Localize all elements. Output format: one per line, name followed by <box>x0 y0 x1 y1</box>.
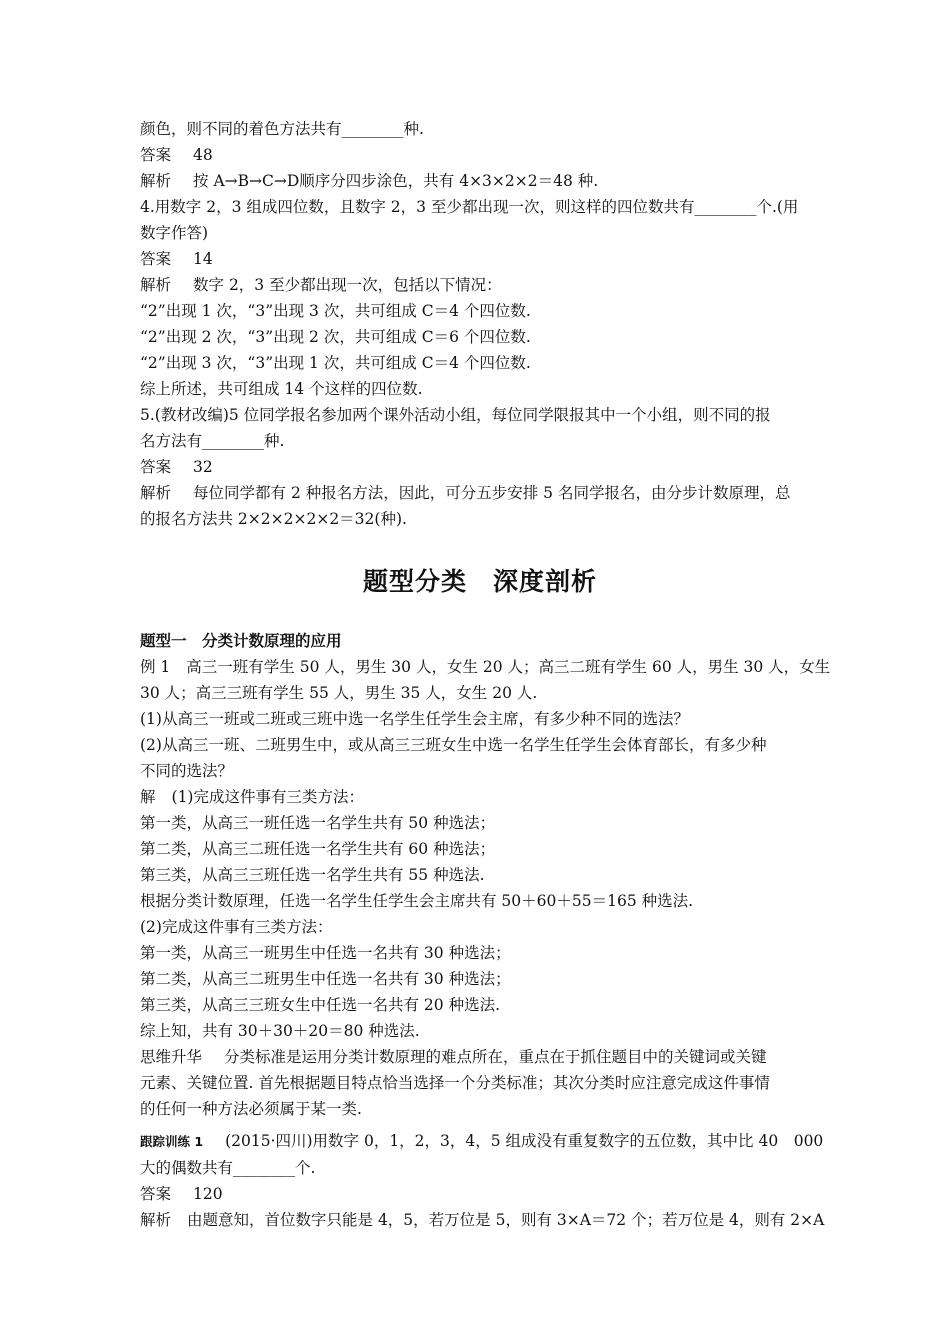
explanation-line-2: 的报名方法共 2×2×2×2×2＝32(种). <box>140 510 407 528</box>
question-5-line-2: 名方法有________种. <box>140 432 285 450</box>
explanation-label: 解析 <box>140 276 172 294</box>
answer-line <box>140 454 820 480</box>
question-5-line-1: 5.(教材改编)5 位同学报名参加两个课外活动小组，每位同学限报其中一个小组，则不同的报 <box>140 406 771 424</box>
explanation-label: 解析 <box>140 172 172 190</box>
explanation-label: 解析 <box>140 484 172 502</box>
answer-value: 14 <box>193 250 213 268</box>
case-line: “2”出现 3 次，“3”出现 1 次，共可组成 C＝4 个四位数. <box>140 354 531 372</box>
solution-label: 解 <box>140 788 156 806</box>
section-title-a: 题型分类 <box>362 567 467 596</box>
subquestion-2-line-1: (2)从高三一班、二班男生中，或从高三三班女生中选一名学生任学生会体育部长，有多少种 <box>140 736 767 754</box>
answer-label: 答案 <box>140 250 172 268</box>
solution-step: 第一类，从高三一班男生中任选一名共有 30 种选法； <box>140 944 511 962</box>
summary-line: 综上所述，共可组成 14 个这样的四位数. <box>140 380 423 398</box>
tracking-text: (2015·四川)用数字 0，1，2，3，4，5 组成没有重复数字的五位数，其中比 40 000 <box>225 1132 824 1150</box>
subquestion-1: (1)从高三一班或二班或三班中选一名学生任学生会主席，有多少种不同的选法？ <box>140 710 689 728</box>
thinking-line-1 <box>140 1044 820 1070</box>
example-label: 例 1 <box>140 658 171 676</box>
solution-step: 第三类，从高三三班女生中任选一名共有 20 种选法. <box>140 996 501 1014</box>
subquestion-2-line-2: 不同的选法？ <box>140 762 234 780</box>
answer-label: 答案 <box>140 458 172 476</box>
answer-line <box>140 142 820 168</box>
explanation-text: 数字 2，3 至少都出现一次，包括以下情况： <box>193 276 502 294</box>
question-4-line-1: 4.用数字 2，3 组成四位数，且数字 2，3 至少都出现一次，则这样的四位数共有________个.(用 <box>140 198 799 216</box>
explanation-line <box>140 480 820 506</box>
solution-summary: 综上知，共有 30＋30＋20＝80 种选法. <box>140 1022 420 1040</box>
tracking-line-2: 大的偶数共有________个. <box>140 1159 316 1177</box>
answer-value: 48 <box>193 146 213 164</box>
answer-value: 32 <box>193 458 213 476</box>
solution-text-2: (2)完成这件事有三类方法： <box>140 918 333 936</box>
solution-step: 第一类，从高三一班任选一名学生共有 50 种选法； <box>140 814 496 832</box>
case-line: “2”出现 1 次，“3”出现 3 次，共可组成 C＝4 个四位数. <box>140 302 531 320</box>
example-line-2: 30 人；高三三班有学生 55 人，男生 35 人，女生 20 人. <box>140 684 538 702</box>
document-page <box>140 116 831 1233</box>
explanation-line <box>140 168 820 194</box>
tracking-line-1 <box>140 1128 824 1155</box>
answer-line <box>140 246 820 272</box>
thinking-line-3: 的任何一种方法必须属于某一类. <box>140 1100 362 1118</box>
answer-label: 答案 <box>140 1185 172 1203</box>
answer-line <box>140 1181 820 1207</box>
answer-label: 答案 <box>140 146 172 164</box>
type-title: 题型一 分类计数原理的应用 <box>140 632 342 650</box>
thinking-text: 分类标准是运用分类计数原理的难点所在，重点在于抓住题目中的关键词或关键 <box>224 1048 767 1066</box>
solution-step: 第三类，从高三三班任选一名学生共有 55 种选法. <box>140 866 485 884</box>
explanation-line <box>140 1207 825 1233</box>
solution-summary: 根据分类计数原理，任选一名学生任学生会主席共有 50＋60＋55＝165 种选法. <box>140 892 694 910</box>
section-heading <box>140 562 820 602</box>
solution-text: (1)完成这件事有三类方法： <box>171 788 364 806</box>
thinking-line-2: 元素、关键位置. 首先根据题目特点恰当选择一个分类标准；其次分类时应注意完成这件事情 <box>140 1074 770 1092</box>
explanation-text: 由题意知，首位数字只能是 4，5，若万位是 5，则有 3×A＝72 个；若万位是 4，则有 2×A <box>187 1211 825 1229</box>
answer-value: 120 <box>193 1185 223 1203</box>
explanation-label: 解析 <box>140 1211 172 1229</box>
thinking-label: 思维升华 <box>140 1048 203 1066</box>
explanation-text: 每位同学都有 2 种报名方法，因此，可分五步安排 5 名同学报名，由分步计数原理，总 <box>193 484 791 502</box>
explanation-text: 按 A→B→C→D顺序分四步涂色，共有 4×3×2×2＝48 种. <box>193 172 599 190</box>
solution-line <box>140 784 820 810</box>
example-line-1 <box>140 654 831 680</box>
example-text: 高三一班有学生 50 人，男生 30 人，女生 20 人；高三二班有学生 60 人，男生 30 人，女生 <box>186 658 831 676</box>
solution-step: 第二类，从高三二班男生中任选一名共有 30 种选法； <box>140 970 511 988</box>
case-line: “2”出现 2 次，“3”出现 2 次，共可组成 C＝6 个四位数. <box>140 328 531 346</box>
section-title-b: 深度剖析 <box>493 567 598 596</box>
tracking-label: 跟踪训练 1 <box>140 1134 204 1149</box>
solution-step: 第二类，从高三二班任选一名学生共有 60 种选法； <box>140 840 496 858</box>
question-4-line-2: 数字作答) <box>140 224 209 242</box>
explanation-line <box>140 272 820 298</box>
text-line: 颜色，则不同的着色方法共有________种. <box>140 120 424 138</box>
